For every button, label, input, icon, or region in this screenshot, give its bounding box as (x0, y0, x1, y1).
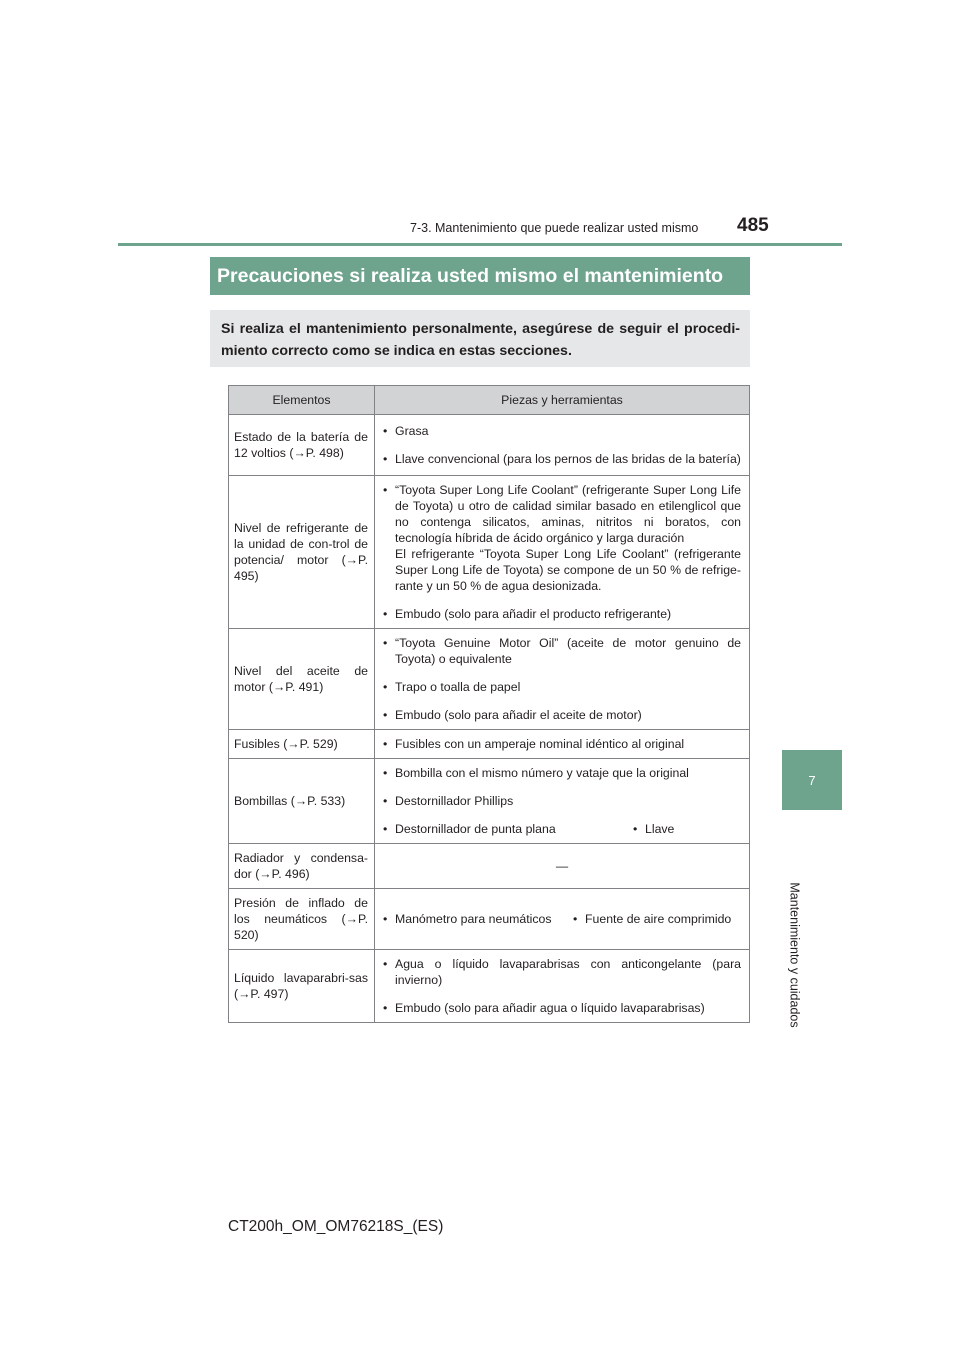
list-item (383, 707, 741, 723)
bullet-icon: • (383, 1001, 388, 1015)
tool-text: Destornillador de punta plana (395, 822, 556, 836)
bullet-icon: • (383, 680, 388, 694)
table-header-row (229, 386, 750, 415)
row-element: Líquido lavaparabri-sas (→P. 497) (229, 950, 375, 1023)
list-item (383, 736, 741, 752)
row-tools (375, 415, 750, 476)
list-item (383, 423, 741, 439)
list-item (383, 956, 741, 988)
list-item (383, 679, 741, 695)
chapter-title: Mantenimiento y cuidados (788, 882, 803, 1028)
list-item (383, 1000, 741, 1016)
table-row (229, 950, 750, 1023)
page-title: Precauciones si realiza usted mismo el mantenimiento (210, 257, 750, 295)
tool-text: “Toyota Super Long Life Coolant” (refrigerante Super Long Life de Toyota) u otro de calidad similar basado en etilenglicol que no contenga silicatos, aminas, nitritos ni boratos, con tecnología híbrida de ácido orgánico y larga duración (395, 483, 741, 545)
header-divider (118, 243, 842, 246)
row-element: Radiador y condensa-dor (→P. 496) (229, 844, 375, 889)
bullet-icon: • (383, 737, 388, 751)
tool-text: Manómetro para neumáticos (395, 912, 552, 926)
section-heading: 7-3. Mantenimiento que puede realizar usted mismo (410, 221, 699, 235)
row-tools (375, 759, 750, 844)
row-element: Estado de la batería de 12 voltios (→P. 498) (229, 415, 375, 476)
list-item (383, 451, 741, 467)
bullet-icon: • (383, 452, 388, 466)
table-row (229, 415, 750, 476)
list-item-pair (383, 821, 741, 837)
bullet-icon: • (383, 607, 388, 621)
table-row (229, 759, 750, 844)
row-tools (375, 730, 750, 759)
parts-table (228, 385, 750, 1023)
row-tools (375, 889, 750, 950)
page-number: 485 (737, 215, 769, 236)
document-code: CT200h_OM_OM76218S_(ES) (228, 1218, 444, 1235)
tool-text: Trapo o toalla de papel (395, 680, 521, 694)
table-row (229, 730, 750, 759)
tool-text: Embudo (solo para añadir el aceite de motor) (395, 708, 642, 722)
row-element: Presión de inflado de los neumáticos (→P. 520) (229, 889, 375, 950)
bullet-icon: • (383, 957, 388, 971)
tool-text: Fuente de aire comprimido (585, 912, 732, 926)
bullet-icon: • (383, 424, 388, 438)
list-item (383, 821, 633, 837)
tool-text: Embudo (solo para añadir el producto refrigerante) (395, 607, 672, 621)
row-element: Nivel del aceite de motor (→P. 491) (229, 629, 375, 730)
intro-text: Si realiza el mantenimiento personalmente, asegúrese de seguir el procedi-miento correcto como se indica en estas secciones. (221, 321, 740, 359)
list-item (383, 765, 741, 781)
table-row (229, 629, 750, 730)
list-item (383, 793, 741, 809)
tool-text: “Toyota Genuine Motor Oil” (aceite de motor genuino de Toyota) o equivalente (395, 636, 741, 666)
bullet-icon: • (383, 794, 388, 808)
chapter-title-vertical (745, 855, 845, 1055)
tool-text: Bombilla con el mismo número y vataje que la original (395, 766, 689, 780)
header-elementos: Elementos (229, 386, 375, 415)
list-item (633, 821, 674, 837)
bullet-icon: • (383, 636, 388, 650)
tool-text: Agua o líquido lavaparabrisas con anticongelante (para invierno) (395, 957, 741, 987)
bullet-icon: • (633, 822, 638, 836)
table-row (229, 476, 750, 629)
table-row (229, 889, 750, 950)
list-item-pair (383, 911, 741, 927)
tool-text: Llave (645, 822, 675, 836)
tool-note: El refrigerante “Toyota Super Long Life Coolant” (refrigerante Super Long Life de Toyota) se compone de un 50 % de refrige-rante y un 50 % de agua desionizada. (395, 547, 741, 593)
tool-text: Grasa (395, 424, 429, 438)
intro-box (210, 310, 750, 367)
row-element: Nivel de refrigerante de la unidad de con-trol de potencia/ motor (→P. 495) (229, 476, 375, 629)
tool-text: Embudo (solo para añadir agua o líquido lavaparabrisas) (395, 1001, 705, 1015)
header-piezas: Piezas y herramientas (375, 386, 750, 415)
row-tools (375, 629, 750, 730)
row-tools (375, 950, 750, 1023)
bullet-icon: • (383, 766, 388, 780)
bullet-icon: • (383, 912, 388, 926)
bullet-icon: • (573, 912, 578, 926)
table-row (229, 844, 750, 889)
bullet-icon: • (383, 708, 388, 722)
chapter-tab: 7 (782, 750, 842, 810)
list-item (383, 911, 573, 927)
tool-text: Fusibles con un amperaje nominal idéntico al original (395, 737, 685, 751)
bullet-icon: • (383, 483, 388, 497)
list-item (383, 482, 741, 594)
tool-text: Llave convencional (para los pernos de las bridas de la batería) (395, 452, 741, 466)
tool-text: Destornillador Phillips (395, 794, 514, 808)
row-tools (375, 476, 750, 629)
list-item (573, 911, 731, 927)
row-element: Bombillas (→P. 533) (229, 759, 375, 844)
bullet-icon: • (383, 822, 388, 836)
row-element: Fusibles (→P. 529) (229, 730, 375, 759)
row-tools-empty: — (375, 844, 750, 889)
list-item (383, 606, 741, 622)
list-item (383, 635, 741, 667)
